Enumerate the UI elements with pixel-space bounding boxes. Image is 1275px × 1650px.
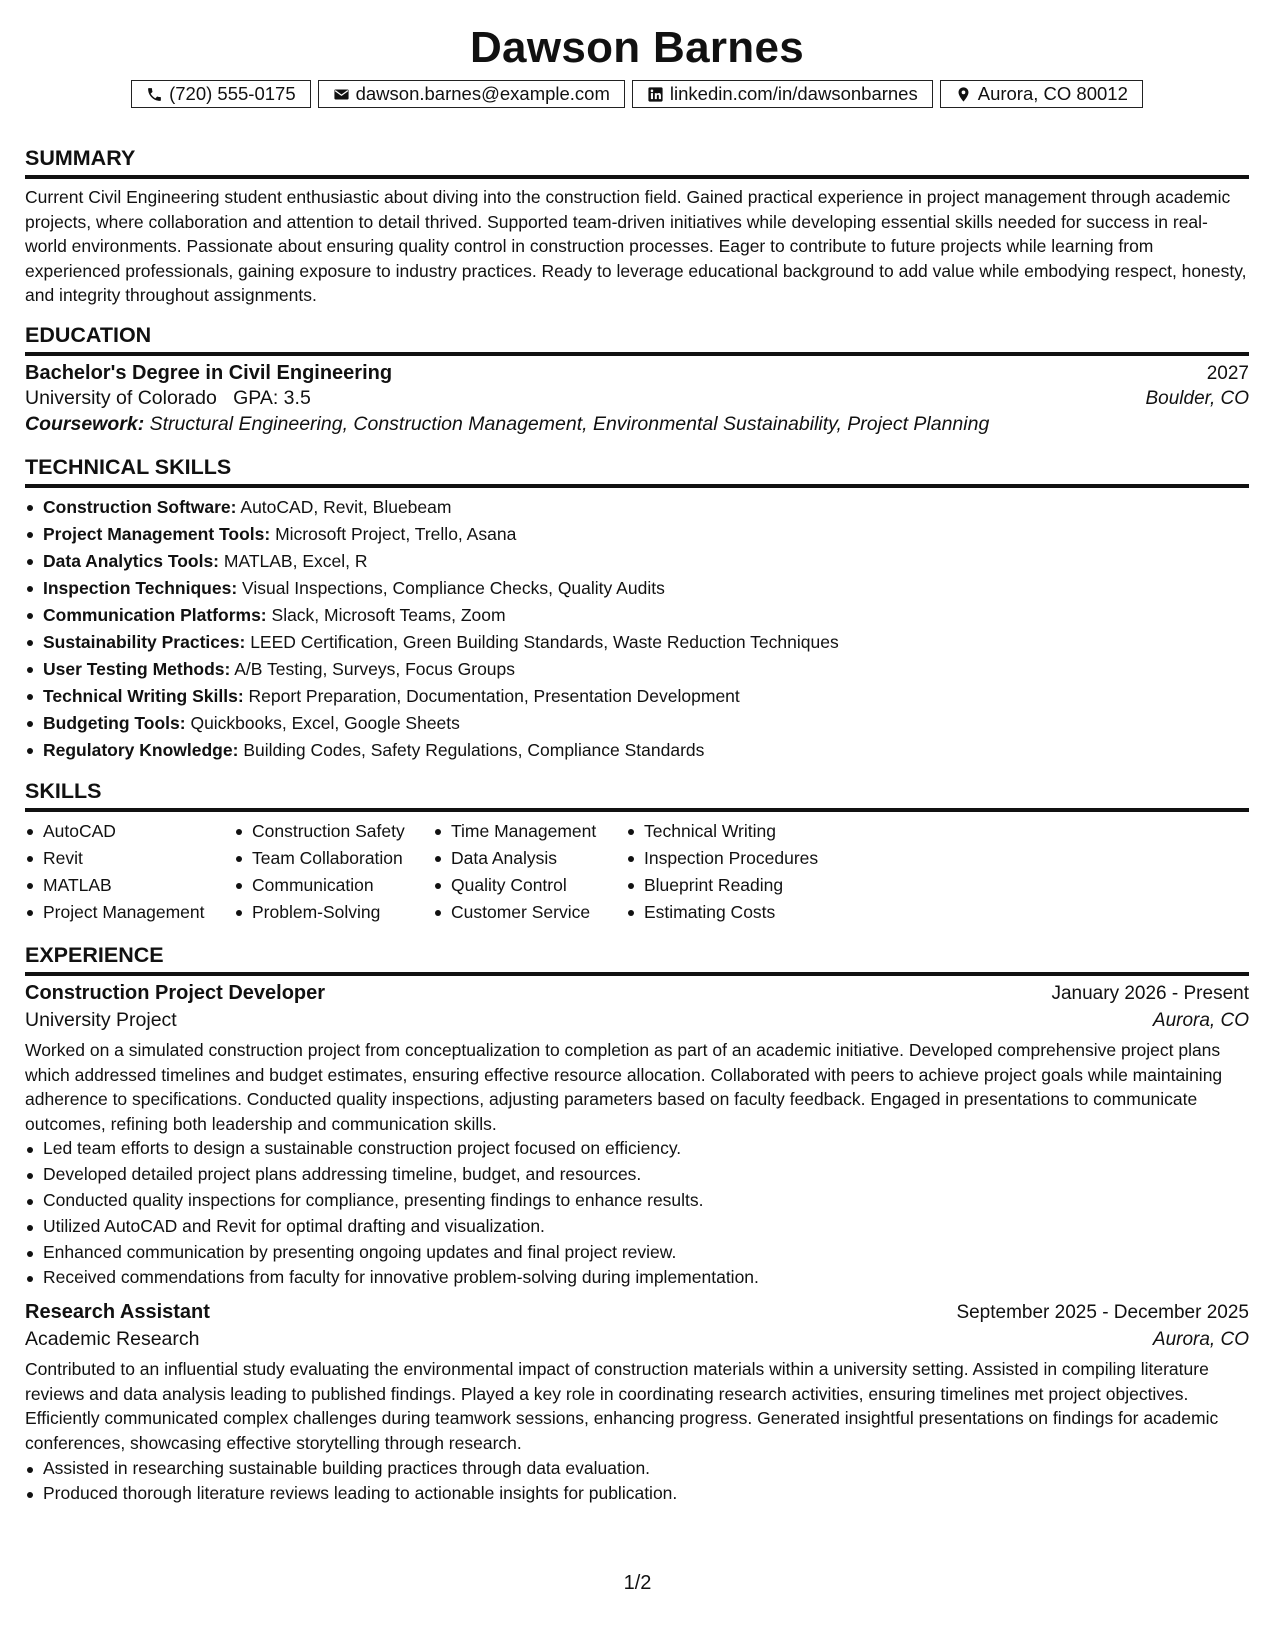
- contact-email[interactable]: [318, 80, 625, 108]
- skills-column: [25, 818, 234, 926]
- skills-column: [626, 818, 874, 926]
- job-header-row: [25, 982, 1249, 1005]
- technical-skills-section: [25, 454, 1249, 764]
- skills-section: [25, 778, 1249, 926]
- technical-skills-list: [25, 494, 1249, 764]
- education-header-row: [25, 362, 1249, 385]
- job-entry: [25, 1301, 1249, 1507]
- skill-value: Quickbooks, Excel, Google Sheets: [190, 712, 460, 733]
- section-title-experience: EXPERIENCE: [25, 942, 164, 967]
- job-header-row: [25, 1301, 1249, 1324]
- list-item: Problem-Solving: [252, 899, 433, 926]
- skills-column: [234, 818, 433, 926]
- candidate-name: Dawson Barnes: [469, 23, 804, 72]
- location-text: Aurora, CO 80012: [977, 83, 1128, 104]
- skill-value: LEED Certification, Green Building Standards, Waste Reduction Techniques: [250, 631, 839, 652]
- school-location: Boulder, CO: [1145, 387, 1249, 409]
- job-bullets: [25, 1456, 1249, 1508]
- list-item: Data Analysis: [451, 845, 626, 872]
- section-title-skills: SKILLS: [25, 778, 102, 803]
- list-item: [43, 548, 1249, 575]
- list-item: Technical Writing: [644, 818, 874, 845]
- job-location: Aurora, CO: [1152, 1009, 1249, 1031]
- section-title-summary: SUMMARY: [25, 146, 136, 170]
- list-item: [43, 629, 1249, 656]
- skill-value: AutoCAD, Revit, Bluebeam: [240, 496, 452, 517]
- list-item: Revit: [43, 845, 234, 872]
- job-description: Contributed to an influential study evaluating the environmental impact of construction materials within a university setting. Assisted in compiling literature reviews and data analysis leading to published findings. Played a key role in coordinating research activities, ensuring timelines met project objectives. Efficiently communicated complex challenges during teamwork sessions, enhancing progress. Generated insightful presentations on findings for academic conferences, showcasing effective storytelling through research.: [25, 1359, 1219, 1453]
- list-item: [43, 575, 1249, 602]
- skill-label: Regulatory Knowledge:: [43, 739, 239, 760]
- summary-section: [25, 145, 1249, 308]
- skill-label: Sustainability Practices:: [43, 631, 246, 652]
- skill-value: Visual Inspections, Compliance Checks, Quality Audits: [242, 577, 665, 598]
- resume-page: [25, 0, 1249, 1507]
- linkedin-text: linkedin.com/in/dawsonbarnes: [669, 83, 918, 104]
- list-item: Team Collaboration: [252, 845, 433, 872]
- list-item: [43, 521, 1249, 548]
- list-item: [43, 710, 1249, 737]
- list-item: [43, 683, 1249, 710]
- skill-label: Project Management Tools:: [43, 523, 271, 544]
- contact-location: [940, 80, 1143, 108]
- list-item: Developed detailed project plans addressing timeline, budget, and resources.: [43, 1162, 1249, 1188]
- list-item: AutoCAD: [43, 818, 234, 845]
- list-item: Led team efforts to design a sustainable construction project focused on efficiency.: [43, 1136, 1249, 1162]
- section-divider: [25, 808, 1249, 812]
- contact-linkedin[interactable]: [632, 80, 933, 108]
- phone-text: (720) 555-0175: [169, 83, 296, 104]
- skill-value: Microsoft Project, Trello, Asana: [275, 523, 517, 544]
- job-organization: Academic Research: [25, 1328, 200, 1351]
- list-item: Estimating Costs: [644, 899, 874, 926]
- summary-text: Current Civil Engineering student enthusiastic about diving into the construction field. Gained practical experience in project management through academic projects, where collaboration and attention to detail thrived. Supported team-driven initiatives while developing essential skills needed for success in real-world environments. Passionate about ensuring quality control in construction processes. Eager to contribute to future projects while learning from experienced professionals, gaining exposure to industry practices. Ready to leverage educational background to add value while embodying respect, honesty, and integrity throughout assignments.: [25, 187, 1247, 306]
- school-line: [25, 387, 311, 410]
- coursework-label: Coursework:: [25, 412, 145, 435]
- degree-title: Bachelor's Degree in Civil Engineering: [25, 361, 393, 384]
- list-item: Construction Safety: [252, 818, 433, 845]
- experience-section: [25, 942, 1249, 1507]
- list-item: [43, 494, 1249, 521]
- school-name: University of Colorado: [25, 386, 217, 409]
- skill-label: Data Analytics Tools:: [43, 550, 220, 571]
- list-item: [43, 737, 1249, 764]
- job-bullets: [25, 1136, 1249, 1291]
- skill-label: Communication Platforms:: [43, 604, 267, 625]
- list-item: Utilized AutoCAD and Revit for optimal drafting and visualization.: [43, 1214, 1249, 1240]
- linkedin-icon: [647, 86, 664, 103]
- list-item: Assisted in researching sustainable building practices through data evaluation.: [43, 1456, 1249, 1482]
- list-item: Project Management: [43, 899, 234, 926]
- list-item: Conducted quality inspections for compliance, presenting findings to enhance results.: [43, 1188, 1249, 1214]
- list-item: Inspection Procedures: [644, 845, 874, 872]
- job-title: Construction Project Developer: [25, 981, 326, 1004]
- skill-label: Budgeting Tools:: [43, 712, 186, 733]
- skills-grid: [25, 818, 1249, 926]
- skill-value: A/B Testing, Surveys, Focus Groups: [234, 658, 516, 679]
- skill-value: MATLAB, Excel, R: [223, 550, 368, 571]
- job-org-row: [25, 1009, 1249, 1032]
- contact-bar: [25, 80, 1249, 108]
- skills-column: [433, 818, 626, 926]
- list-item: Time Management: [451, 818, 626, 845]
- list-item: Communication: [252, 872, 433, 899]
- list-item: Customer Service: [451, 899, 626, 926]
- list-item: Produced thorough literature reviews leading to actionable insights for publication.: [43, 1481, 1249, 1507]
- email-text: dawson.barnes@example.com: [355, 83, 610, 104]
- gpa: GPA: 3.5: [233, 386, 311, 409]
- list-item: MATLAB: [43, 872, 234, 899]
- contact-phone[interactable]: [131, 80, 311, 108]
- skill-label: User Testing Methods:: [43, 658, 231, 679]
- list-item: Enhanced communication by presenting ongoing updates and final project review.: [43, 1240, 1249, 1266]
- skill-label: Inspection Techniques:: [43, 577, 238, 598]
- phone-icon: [146, 86, 163, 103]
- section-divider: [25, 175, 1249, 179]
- section-divider: [25, 352, 1249, 356]
- job-title: Research Assistant: [25, 1301, 210, 1324]
- skill-value: Slack, Microsoft Teams, Zoom: [271, 604, 506, 625]
- education-school-row: [25, 387, 1249, 410]
- job-dates: September 2025 - December 2025: [956, 1302, 1249, 1324]
- skill-value: Building Codes, Safety Regulations, Compliance Standards: [243, 739, 705, 760]
- list-item: [43, 656, 1249, 683]
- coursework-line: [25, 413, 1249, 436]
- skill-value: Report Preparation, Documentation, Presentation Development: [248, 685, 740, 706]
- map-marker-icon: [955, 86, 972, 103]
- section-title-technical-skills: TECHNICAL SKILLS: [25, 454, 232, 479]
- job-dates: January 2026 - Present: [1051, 982, 1249, 1004]
- list-item: Received commendations from faculty for innovative problem-solving during implementation.: [43, 1265, 1249, 1291]
- education-section: [25, 322, 1249, 436]
- section-divider: [25, 972, 1249, 976]
- list-item: Quality Control: [451, 872, 626, 899]
- coursework-list: Structural Engineering, Construction Management, Environmental Sustainability, Project Planning: [149, 412, 990, 435]
- job-org-row: [25, 1328, 1249, 1351]
- list-item: [43, 602, 1249, 629]
- section-divider: [25, 484, 1249, 488]
- job-entry: [25, 982, 1249, 1291]
- job-description: Worked on a simulated construction project from conceptualization to completion as part of an academic initiative. Developed comprehensive project plans which addressed timelines and budget estimates, ensuring effective resource allocation. Collaborated with peers to achieve project goals while maintaining adherence to specifications. Conducted quality inspections, adjusting parameters based on faculty feedback. Engaged in presentations to communicate outcomes, refining both leadership and communication skills.: [25, 1039, 1223, 1134]
- envelope-icon: [333, 86, 350, 103]
- skill-label: Construction Software:: [43, 496, 237, 517]
- list-item: Blueprint Reading: [644, 872, 874, 899]
- skill-label: Technical Writing Skills:: [43, 685, 244, 706]
- page-number: 1/2: [623, 1572, 652, 1594]
- section-title-education: EDUCATION: [25, 322, 152, 347]
- graduation-year: 2027: [1206, 362, 1249, 384]
- job-organization: University Project: [25, 1008, 177, 1031]
- job-location: Aurora, CO: [1152, 1329, 1249, 1351]
